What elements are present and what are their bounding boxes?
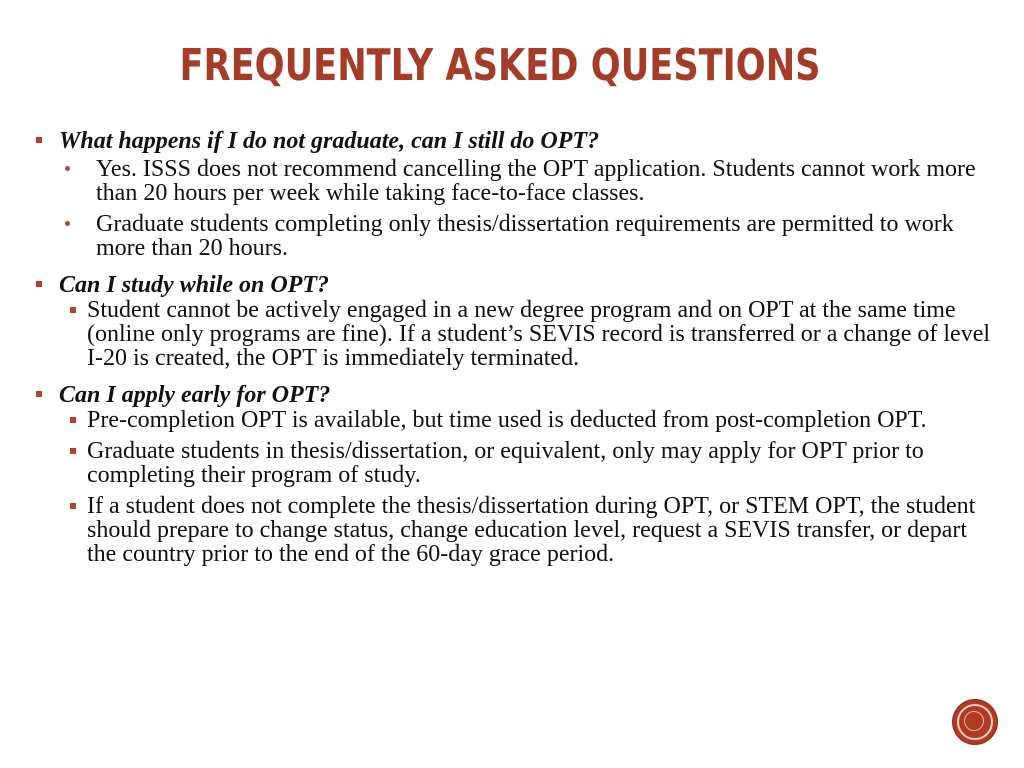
faq-answers [34, 157, 994, 260]
square-bullet-icon [36, 391, 42, 397]
faq-question [34, 382, 994, 408]
faq-answers [34, 298, 994, 370]
square-bullet-icon [36, 137, 42, 143]
faq-answer [34, 408, 994, 432]
faq-list [34, 128, 994, 578]
faq-answer [34, 494, 994, 566]
faq-question [34, 128, 994, 154]
dot-bullet-icon [65, 166, 70, 171]
faq-answer-text: Graduate students in thesis/dissertation, or equivalent, only may apply for OPT prior to completing their program of study. [87, 438, 924, 488]
faq-answer-text: Graduate students completing only thesis/dissertation requirements are permitted to work more than 20 hours. [96, 211, 954, 261]
dot-bullet-icon [65, 221, 70, 226]
square-bullet-icon [70, 417, 76, 423]
faq-question [34, 272, 994, 298]
faq-answer [34, 212, 994, 260]
faq-item [34, 272, 994, 370]
square-bullet-icon [36, 281, 42, 287]
square-bullet-icon [70, 307, 76, 313]
faq-answer-text: Student cannot be actively engaged in a new degree program and on OPT at the same time (online only programs are fine). If a student’s SEVIS record is transferred or a change of level I-20 is created, the OPT is immediately terminated. [87, 297, 991, 371]
faq-answer-text: Yes. ISSS does not recommend cancelling the OPT application. Students cannot work more than 20 hours per week while taking face-to-face classes. [96, 156, 976, 206]
slide-title: FREQUENTLY ASKED QUESTIONS [179, 40, 821, 91]
faq-question-text: Can I apply early for OPT? [59, 382, 331, 408]
faq-question-text: Can I study while on OPT? [59, 272, 330, 298]
faq-answer [34, 439, 994, 487]
faq-item [34, 128, 994, 260]
logo-inner-ring [964, 711, 984, 731]
faq-item [34, 382, 994, 566]
faq-answers [34, 408, 994, 566]
square-bullet-icon [70, 503, 76, 509]
square-bullet-icon [70, 448, 76, 454]
faq-answer-text: Pre-completion OPT is available, but time used is deducted from post-completion OPT. [87, 407, 927, 433]
faq-question-text: What happens if I do not graduate, can I still do OPT? [59, 128, 600, 154]
faq-answer [34, 298, 994, 370]
circular-logo-icon [953, 700, 997, 744]
faq-answer [34, 157, 994, 205]
faq-answer-text: If a student does not complete the thesis/dissertation during OPT, or STEM OPT, the student should prepare to change status, change education level, request a SEVIS transfer, or depart the country prior to the end of the 60-day grace period. [87, 493, 976, 567]
